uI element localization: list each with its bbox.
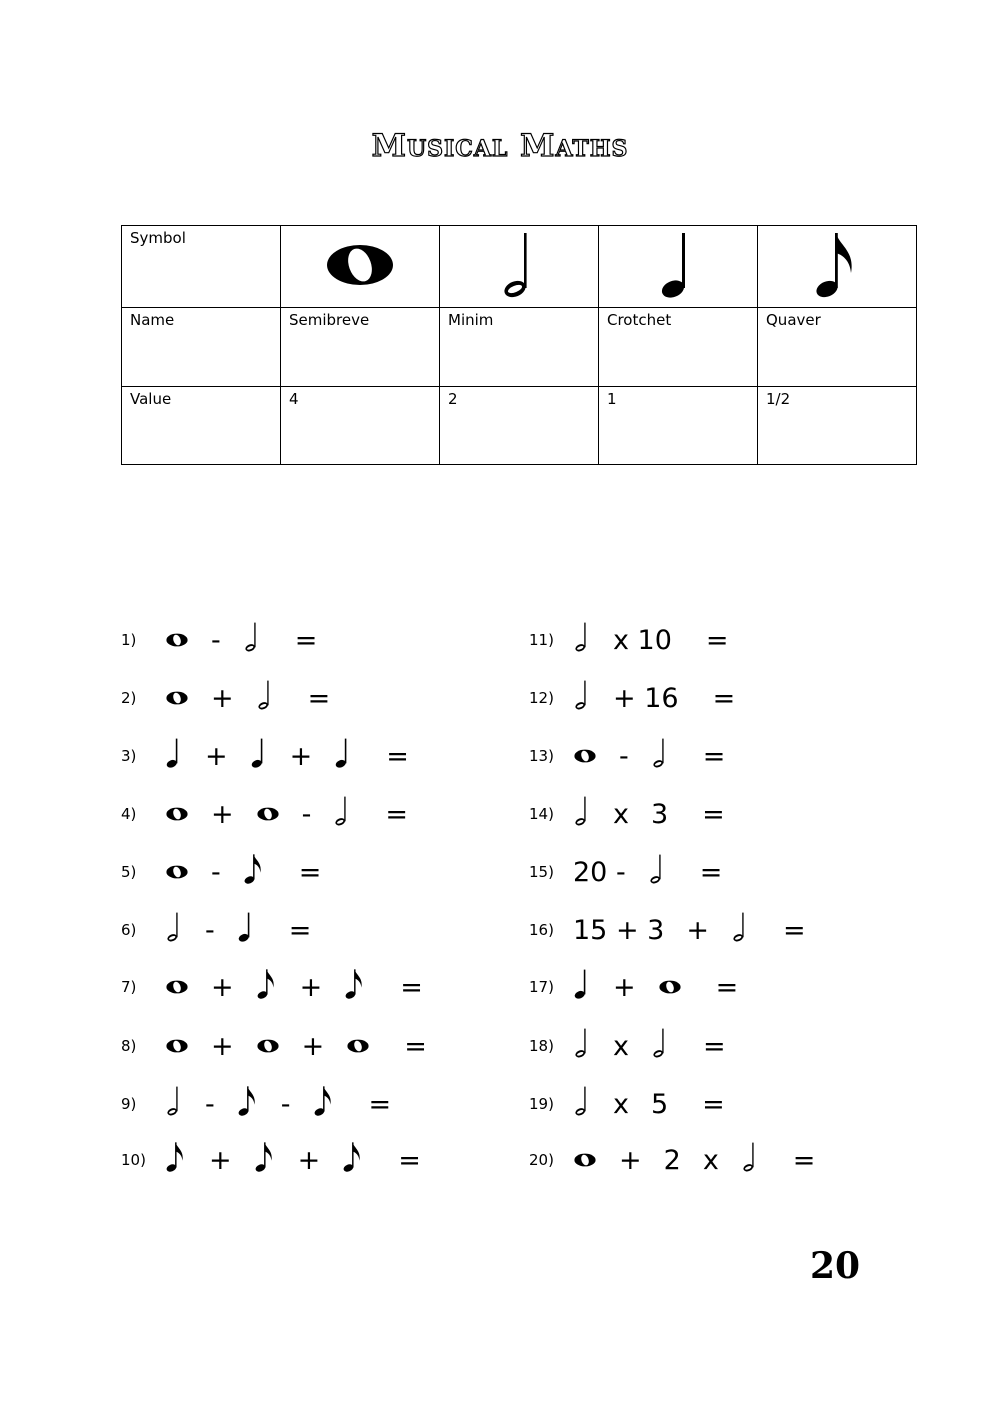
quaver-icon [813, 229, 861, 301]
problem-16 [529, 905, 806, 955]
problem-number: 18) [529, 1037, 554, 1055]
quaver-icon [165, 1139, 187, 1182]
expression-term: 2 [663, 1144, 681, 1176]
semibreve-icon [165, 625, 189, 656]
problem-7 [121, 962, 423, 1012]
semibreve-icon [165, 1031, 189, 1062]
problem-number: 4) [121, 805, 137, 823]
expression-term: + 16 [613, 682, 679, 714]
problem-number: 17) [529, 978, 554, 996]
problem-number: 6) [121, 921, 137, 939]
crotchet-icon [334, 735, 352, 778]
expression-term: - [619, 740, 629, 772]
problem-number: 11) [529, 631, 554, 649]
expression-term: - [211, 856, 221, 888]
minim-icon [573, 1083, 591, 1126]
quaver-symbol-cell [758, 226, 917, 308]
name-row [122, 308, 917, 387]
problem-number: 14) [529, 805, 554, 823]
equals-sign: = [386, 740, 409, 772]
equals-sign: = [782, 914, 806, 946]
problem-number: 1) [121, 631, 137, 649]
expression-term: + [613, 971, 636, 1003]
expression-term: + [289, 740, 313, 772]
semibreve-icon [346, 1031, 370, 1062]
semibreve-icon [165, 799, 189, 830]
minim-icon [573, 793, 591, 836]
minim-icon [731, 909, 749, 952]
quaver-icon [254, 1139, 276, 1182]
equals-sign: = [298, 856, 322, 888]
equals-sign: = [404, 1030, 427, 1062]
semibreve-icon [165, 683, 189, 714]
minim-value: 2 [440, 387, 599, 465]
problem-number: 15) [529, 863, 554, 881]
problem-9 [121, 1079, 391, 1129]
expression-term: + [211, 971, 234, 1003]
problem-number: 9) [121, 1095, 137, 1113]
problem-2 [121, 673, 330, 723]
quaver-icon [243, 851, 265, 894]
expression-term: x [613, 798, 629, 830]
minim-icon [165, 1083, 183, 1126]
problem-18 [529, 1021, 726, 1071]
problem-13 [529, 731, 725, 781]
equals-sign: = [288, 914, 312, 946]
semibreve-icon [573, 1145, 597, 1176]
equals-sign: = [715, 971, 739, 1003]
problem-number: 16) [529, 921, 554, 939]
minim-icon [651, 735, 669, 778]
semibreve-symbol-cell [281, 226, 440, 308]
minim-icon [648, 851, 666, 894]
crotchet-icon [573, 966, 591, 1009]
expression-term: + [205, 740, 228, 772]
expression-term: + [301, 1030, 325, 1062]
expression-term: 15 + 3 [573, 914, 665, 946]
expression-term: + [211, 682, 234, 714]
crotchet-name: Crotchet [599, 308, 758, 387]
expression-term: - [205, 914, 215, 946]
expression-term: x 10 [613, 624, 672, 656]
problem-number: 5) [121, 863, 137, 881]
expression-term: - [211, 624, 221, 656]
quaver-icon [256, 966, 278, 1009]
semibreve-icon [256, 1031, 280, 1062]
problem-20 [529, 1135, 815, 1185]
equals-sign: = [702, 798, 725, 830]
problem-4 [121, 789, 408, 839]
expression-term: - [205, 1088, 215, 1120]
problem-number: 2) [121, 689, 137, 707]
problem-number: 10) [121, 1151, 146, 1169]
equals-sign: = [705, 624, 729, 656]
problem-number: 3) [121, 747, 137, 765]
problem-1 [121, 615, 317, 665]
problem-14 [529, 789, 725, 839]
semibreve-icon [256, 799, 280, 830]
equals-sign: = [385, 798, 408, 830]
semibreve-icon [325, 237, 395, 293]
equals-sign: = [702, 1030, 726, 1062]
equals-sign: = [398, 1144, 421, 1176]
quaver-icon [313, 1083, 335, 1126]
minim-symbol-cell [440, 226, 599, 308]
equals-sign: = [368, 1088, 392, 1120]
problem-15 [529, 847, 722, 897]
semibreve-icon [165, 972, 189, 1003]
symbol-label: Symbol [122, 226, 281, 308]
equals-sign: = [307, 682, 331, 714]
problem-number: 8) [121, 1037, 137, 1055]
problem-17 [529, 962, 738, 1012]
problem-number: 13) [529, 747, 554, 765]
expression-term: + [211, 798, 234, 830]
value-row [122, 387, 917, 465]
problem-number: 7) [121, 978, 137, 996]
minim-icon [573, 1025, 591, 1068]
equals-sign: = [702, 1088, 725, 1120]
minim-icon [573, 677, 591, 720]
expression-term: - [301, 798, 312, 830]
expression-term: + [209, 1144, 232, 1176]
equals-sign: = [792, 1144, 816, 1176]
page-number: 20 [809, 1245, 861, 1287]
equals-sign: = [702, 740, 726, 772]
minim-icon [499, 229, 539, 301]
semibreve-icon [573, 741, 597, 772]
minim-icon [165, 909, 183, 952]
name-label: Name [122, 308, 281, 387]
minim-name: Minim [440, 308, 599, 387]
value-label: Value [122, 387, 281, 465]
semibreve-name: Semibreve [281, 308, 440, 387]
expression-term: + [211, 1030, 234, 1062]
equals-sign: = [400, 971, 423, 1003]
expression-term: 3 [650, 798, 669, 830]
problem-12 [529, 673, 735, 723]
expression-term: + [299, 971, 323, 1003]
minim-icon [741, 1139, 759, 1182]
quaver-icon [342, 1139, 364, 1182]
expression-term: 5 [650, 1088, 669, 1120]
expression-term: + [686, 914, 709, 946]
problem-5 [121, 847, 321, 897]
equals-sign: = [712, 682, 736, 714]
expression-term: 20 - [573, 856, 626, 888]
problem-number: 20) [529, 1151, 554, 1169]
crotchet-icon [250, 735, 268, 778]
expression-term: x [613, 1088, 629, 1120]
crotchet-icon [237, 909, 255, 952]
minim-icon [651, 1025, 669, 1068]
quaver-name: Quaver [758, 308, 917, 387]
expression-term: + [297, 1144, 321, 1176]
expression-term: x [702, 1144, 719, 1176]
problem-3 [121, 731, 409, 781]
quaver-value: 1/2 [758, 387, 917, 465]
minim-icon [256, 677, 274, 720]
problem-11 [529, 615, 729, 665]
expression-term: x [613, 1030, 629, 1062]
page-title: Musical Maths [371, 128, 629, 164]
problem-19 [529, 1079, 725, 1129]
crotchet-symbol-cell [599, 226, 758, 308]
semibreve-icon [658, 972, 682, 1003]
problem-10 [121, 1135, 421, 1185]
note-values-table [121, 225, 917, 465]
minim-icon [573, 619, 591, 662]
problem-number: 19) [529, 1095, 554, 1113]
minim-icon [333, 793, 351, 836]
equals-sign: = [294, 624, 318, 656]
crotchet-value: 1 [599, 387, 758, 465]
expression-term: - [280, 1088, 291, 1120]
crotchet-icon [658, 229, 698, 301]
symbol-row [122, 226, 917, 308]
expression-term: + [619, 1144, 642, 1176]
problem-8 [121, 1021, 427, 1071]
quaver-icon [237, 1083, 259, 1126]
semibreve-icon [165, 857, 189, 888]
semibreve-value: 4 [281, 387, 440, 465]
minim-icon [243, 619, 261, 662]
problem-number: 12) [529, 689, 554, 707]
crotchet-icon [165, 735, 183, 778]
problem-6 [121, 905, 311, 955]
equals-sign: = [699, 856, 723, 888]
quaver-icon [344, 966, 366, 1009]
